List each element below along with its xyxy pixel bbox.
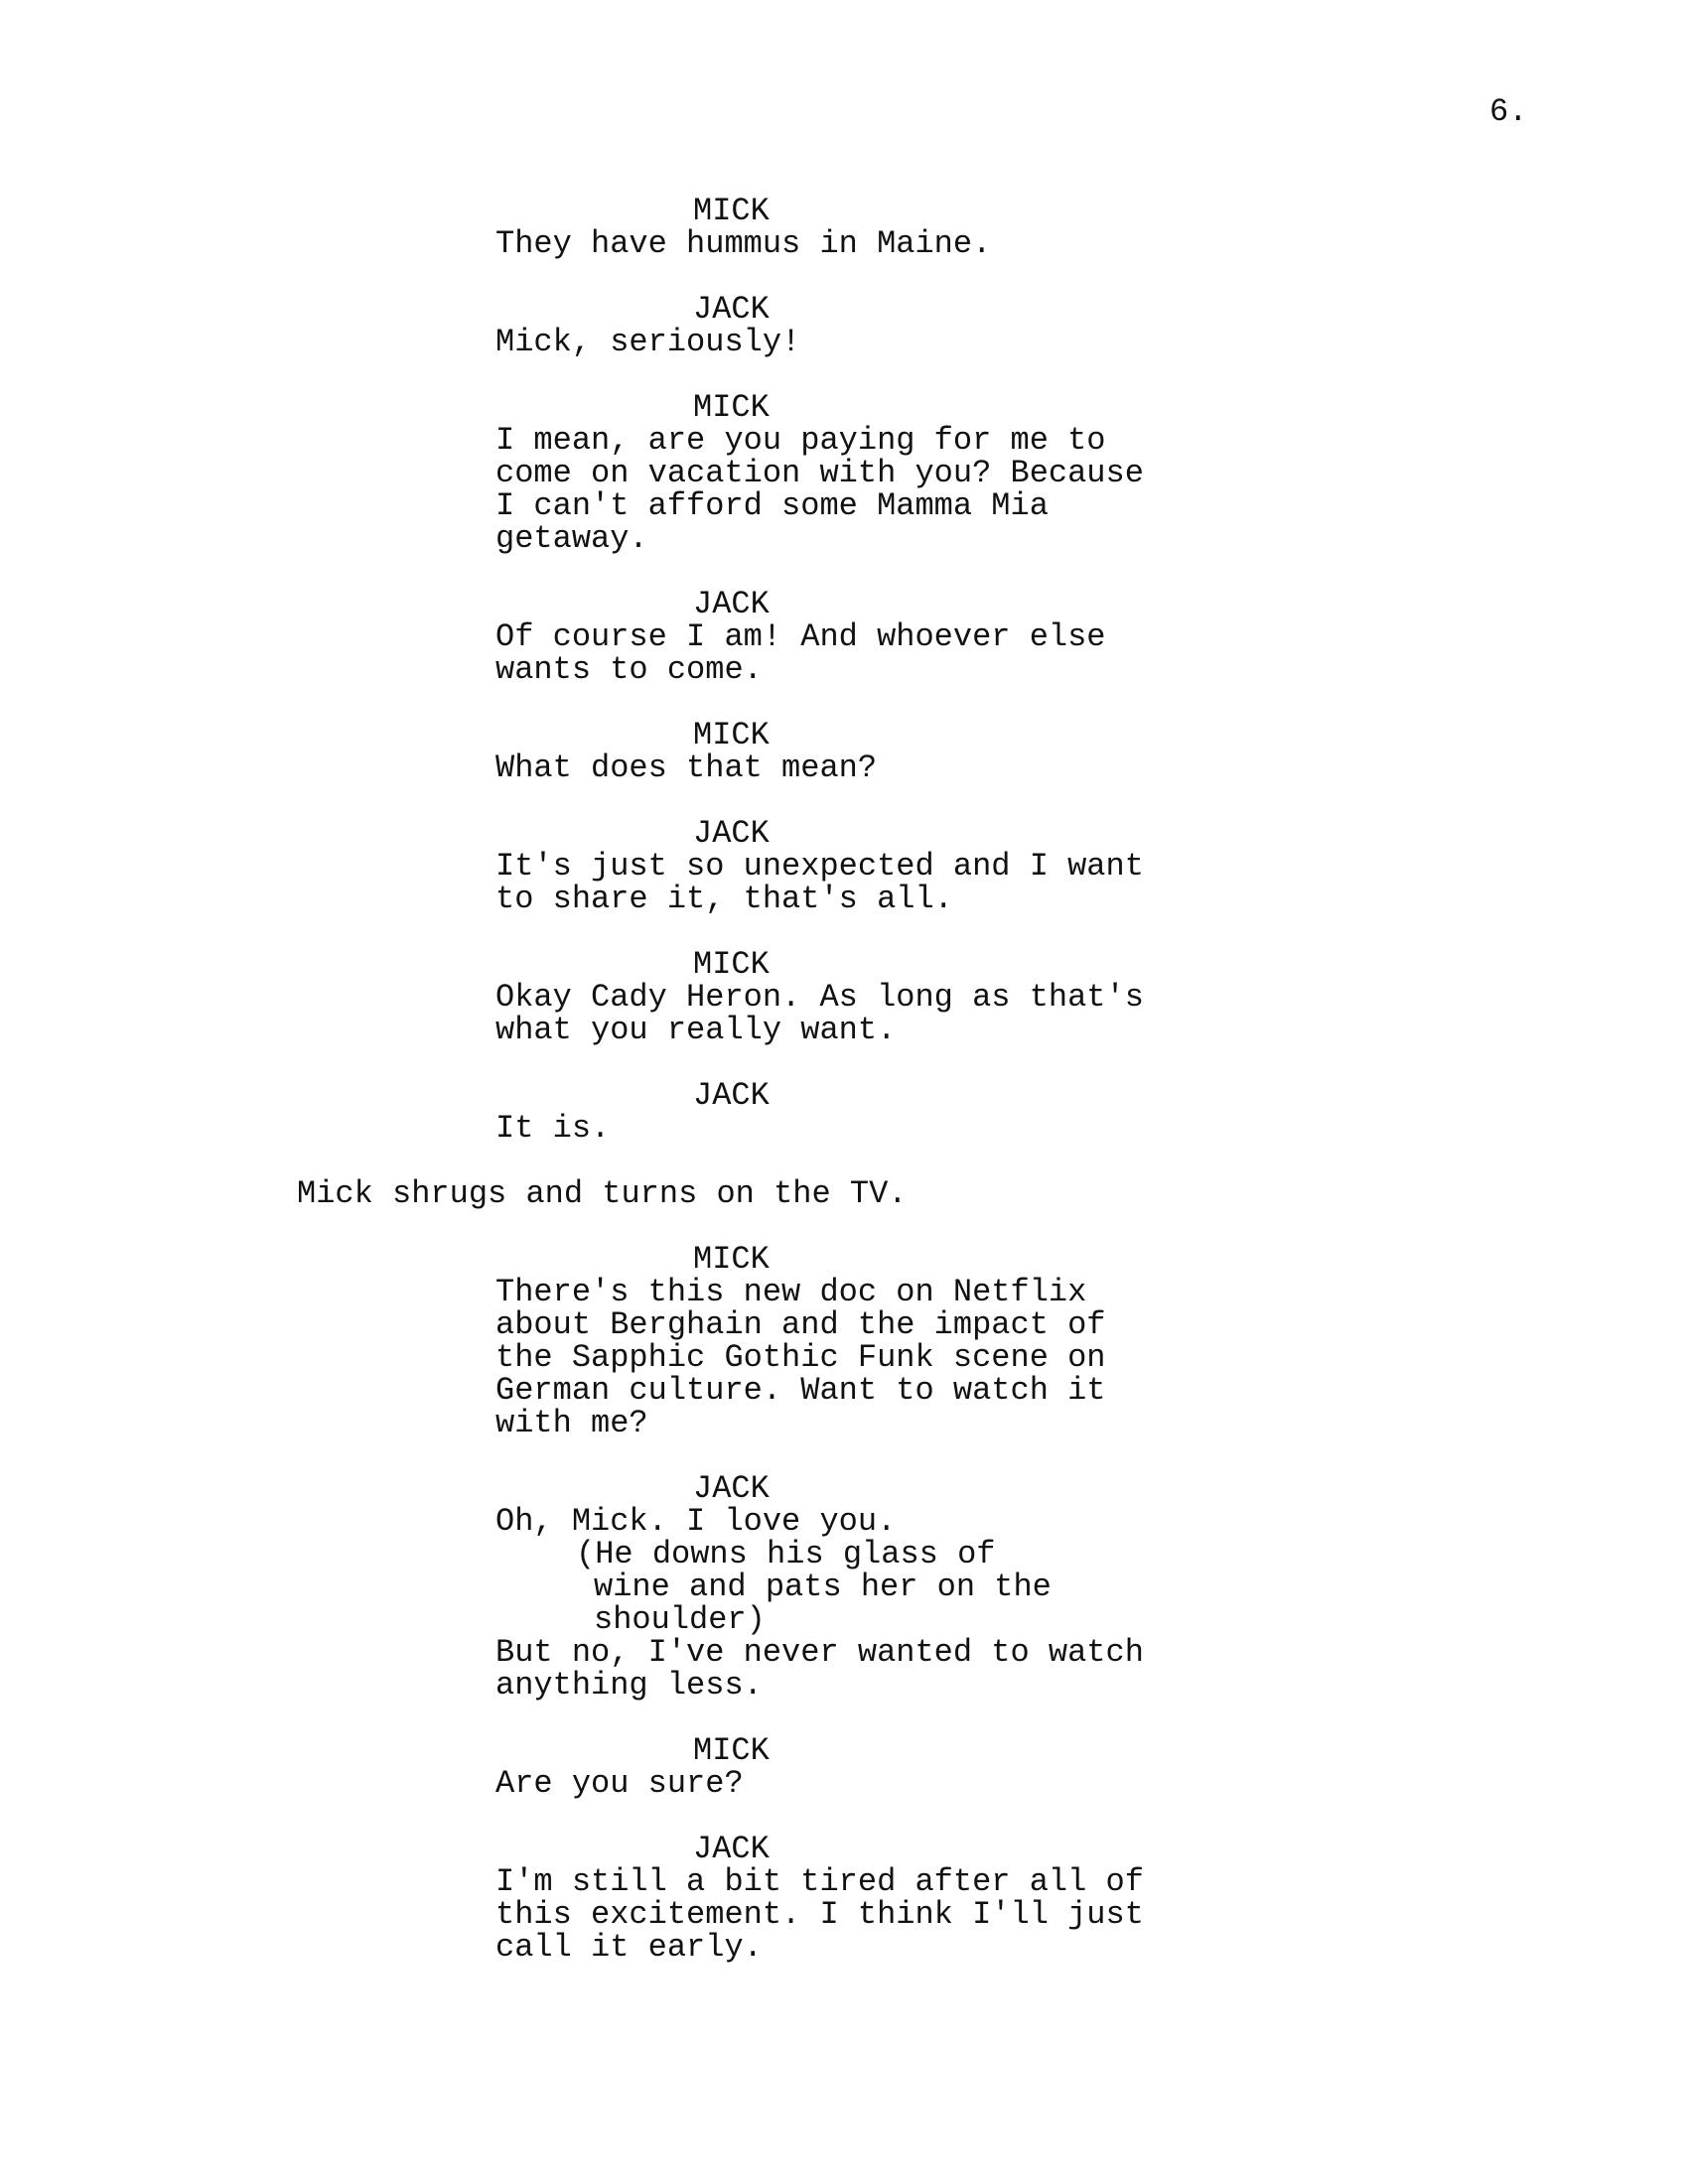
parenthetical-line: (He downs his glass of xyxy=(576,1536,996,1572)
dialogue-line: Okay Cady Heron. As long as that's xyxy=(495,979,1144,1016)
dialogue-line: It's just so unexpected and I want xyxy=(495,848,1144,885)
dialogue-line: come on vacation with you? Because xyxy=(495,455,1144,491)
dialogue-block xyxy=(0,1833,1688,1964)
dialogue-line: getaway. xyxy=(495,520,648,557)
character-name: MICK xyxy=(693,1241,770,1278)
dialogue-text xyxy=(495,1636,1171,1702)
dialogue-block xyxy=(0,817,1688,915)
dialogue-line: wants to come. xyxy=(495,651,763,688)
dialogue-text xyxy=(495,981,1171,1046)
character-name: JACK xyxy=(693,586,770,622)
dialogue-text xyxy=(495,1767,1171,1800)
dialogue-line: anything less. xyxy=(495,1667,763,1704)
dialogue-block xyxy=(0,1243,1688,1439)
parenthetical-line: wine and pats her on the xyxy=(594,1569,1052,1605)
action-block xyxy=(0,1177,1688,1210)
dialogue-line: I'm still a bit tired after all of xyxy=(495,1863,1144,1900)
dialogue-text xyxy=(495,326,1171,358)
dialogue-line: Of course I am! And whoever else xyxy=(495,618,1106,655)
character-name: JACK xyxy=(693,1831,770,1867)
dialogue-line: with me? xyxy=(495,1405,648,1441)
dialogue-text xyxy=(495,1865,1171,1964)
dialogue-line: But no, I've never wanted to watch xyxy=(495,1634,1144,1671)
dialogue-line: what you really want. xyxy=(495,1012,897,1048)
dialogue-line: call it early. xyxy=(495,1929,763,1966)
dialogue-line: Are you sure? xyxy=(495,1765,744,1802)
dialogue-text xyxy=(495,1505,1171,1538)
dialogue-line: I can't afford some Mamma Mia xyxy=(495,487,1049,524)
screenplay-body xyxy=(0,195,1688,1996)
dialogue-block xyxy=(0,1734,1688,1800)
dialogue-line: Oh, Mick. I love you. xyxy=(495,1503,897,1540)
dialogue-block xyxy=(0,293,1688,358)
dialogue-text xyxy=(495,424,1171,555)
character-name: JACK xyxy=(693,291,770,328)
dialogue-block xyxy=(0,948,1688,1046)
character-name: JACK xyxy=(693,815,770,852)
dialogue-text xyxy=(495,227,1171,260)
dialogue-line: German culture. Want to watch it xyxy=(495,1372,1106,1409)
character-name: MICK xyxy=(693,389,770,426)
dialogue-line: the Sapphic Gothic Funk scene on xyxy=(495,1339,1106,1376)
dialogue-text xyxy=(495,850,1171,915)
character-name: MICK xyxy=(693,193,770,229)
dialogue-line: about Berghain and the impact of xyxy=(495,1306,1106,1343)
dialogue-text xyxy=(495,1276,1171,1439)
dialogue-text xyxy=(495,751,1171,784)
dialogue-line: I mean, are you paying for me to xyxy=(495,422,1106,459)
dialogue-text xyxy=(495,620,1171,686)
parenthetical xyxy=(576,1538,1688,1636)
dialogue-block xyxy=(0,391,1688,555)
character-name: JACK xyxy=(693,1077,770,1114)
dialogue-block xyxy=(0,588,1688,686)
dialogue-line: to share it, that's all. xyxy=(495,881,953,917)
dialogue-block xyxy=(0,1079,1688,1145)
dialogue-block xyxy=(0,195,1688,260)
action-text: Mick shrugs and turns on the TV. xyxy=(297,1175,908,1212)
page-number: 6. xyxy=(1489,93,1528,130)
dialogue-line: It is. xyxy=(495,1110,611,1147)
dialogue-line: Mick, seriously! xyxy=(495,324,801,360)
dialogue-line: They have hummus in Maine. xyxy=(495,225,992,262)
dialogue-block xyxy=(0,1472,1688,1702)
parenthetical-line: shoulder) xyxy=(594,1601,766,1638)
dialogue-line: There's this new doc on Netflix xyxy=(495,1274,1087,1310)
character-name: MICK xyxy=(693,717,770,753)
dialogue-line: What does that mean? xyxy=(495,750,878,786)
character-name: MICK xyxy=(693,946,770,983)
character-name: MICK xyxy=(693,1732,770,1769)
dialogue-block xyxy=(0,719,1688,784)
character-name: JACK xyxy=(693,1470,770,1507)
dialogue-line: this excitement. I think I'll just xyxy=(495,1896,1144,1933)
dialogue-text xyxy=(495,1112,1171,1145)
